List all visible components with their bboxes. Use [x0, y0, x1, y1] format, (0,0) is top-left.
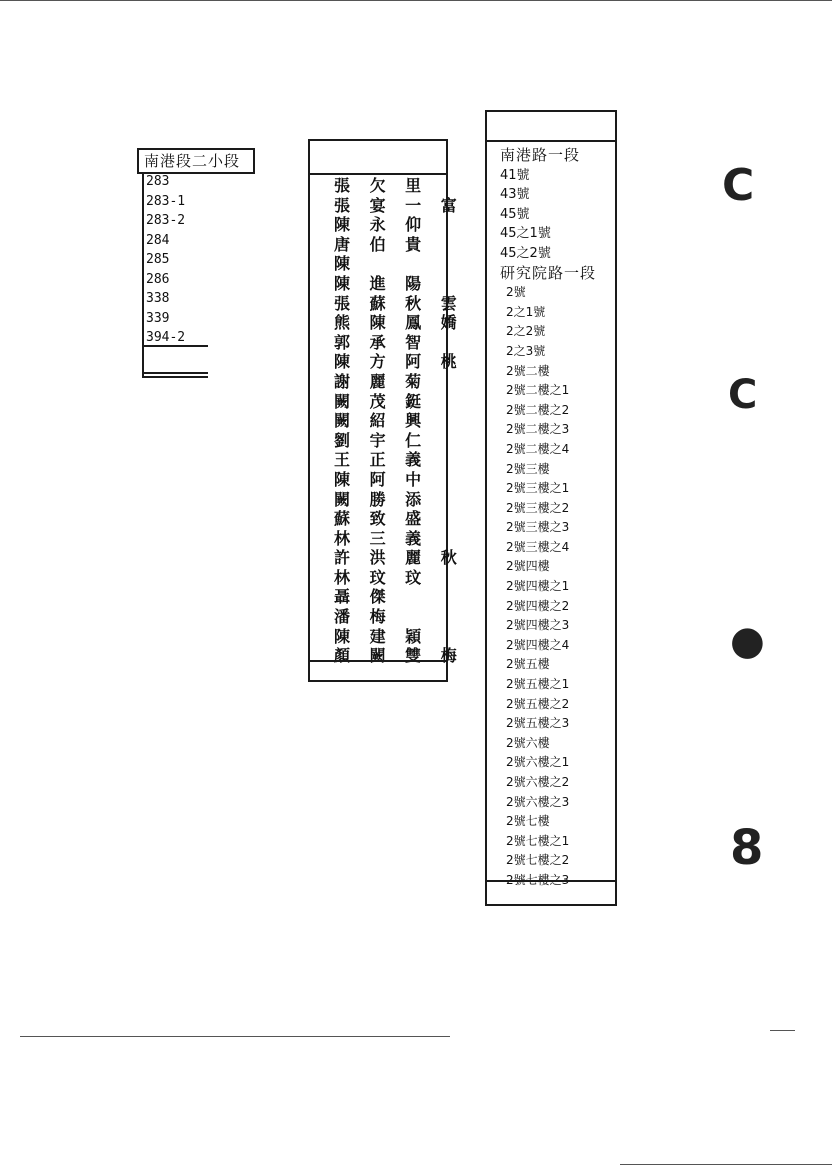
owner-name-row: 陳	[334, 254, 358, 274]
address-item: 2號四樓之2	[506, 598, 570, 613]
lot-number-item: 284	[146, 232, 170, 248]
owner-name-row: 熊 陳 鳳 嬌	[334, 313, 464, 333]
left-card-title: 南港段二小段	[137, 148, 255, 174]
lot-number-item: 286	[146, 271, 170, 287]
owner-name-row: 闕 勝 添	[334, 489, 429, 509]
right-card-header-divider	[485, 140, 617, 142]
owner-name-row: 唐 伯 貴	[334, 234, 429, 254]
right-card-address-list	[500, 146, 596, 891]
address-item: 2號五樓之3	[506, 716, 570, 731]
owner-name-row: 張 欠 里	[334, 176, 429, 195]
address-item: 2號二樓之4	[506, 441, 570, 456]
owner-name-row: 闕 茂 鋌	[334, 391, 429, 411]
owner-name-row: 林 玟 玟	[334, 567, 429, 587]
owner-name-row: 張 宴 一 富	[334, 195, 464, 215]
address-item: 2號二樓之3	[506, 422, 570, 437]
address-item: 2號五樓	[506, 657, 550, 672]
address-item: 2號五樓之2	[506, 696, 570, 711]
scan-line	[0, 0, 832, 1]
lot-number-item: 394-2	[146, 330, 186, 345]
owner-name-row: 蘇 致 盛	[334, 509, 429, 529]
address-item: 45之2號	[500, 245, 551, 261]
address-item: 2號三樓之2	[506, 500, 570, 515]
address-item: 2號七樓之2	[506, 853, 570, 868]
address-item: 2號七樓之1	[506, 833, 570, 848]
owner-name-row: 林 三 義	[334, 528, 429, 548]
address-item: 2號六樓之2	[506, 775, 570, 789]
lot-number-item: 338	[146, 291, 170, 306]
lot-number-item: 283	[146, 174, 170, 189]
address-item: 41號	[500, 167, 530, 183]
road-section-heading: 南港路一段	[500, 146, 581, 164]
binder-hole-mark: C	[728, 372, 758, 418]
owner-name-row: 陳 進 陽	[334, 273, 429, 293]
address-item: 2號二樓之1	[506, 383, 570, 398]
middle-card-header-divider	[308, 173, 448, 175]
owner-name-row: 陳 方 阿 桃	[334, 352, 464, 372]
owner-name-row: 許 洪 麗 秋	[334, 548, 464, 568]
address-item: 2號二樓	[506, 363, 550, 378]
address-item: 2號四樓之3	[506, 618, 570, 633]
address-item: 2號三樓之4	[506, 539, 570, 554]
address-item: 45號	[500, 206, 530, 222]
owner-name-row: 王 正 義	[334, 450, 429, 470]
middle-card-owner-names	[334, 176, 464, 666]
address-item: 2號五樓之1	[506, 677, 570, 692]
binder-hole-mark: C	[722, 160, 755, 211]
left-card-divider	[142, 372, 208, 374]
lot-number-item: 339	[146, 310, 170, 326]
owner-name-row: 郭 承 智	[334, 332, 429, 352]
address-item: 2號	[506, 285, 526, 300]
address-item: 2號六樓	[506, 735, 550, 750]
road-section-heading: 研究院路一段	[500, 263, 597, 282]
address-item: 2號七樓	[506, 814, 550, 829]
lot-number-item: 283-1	[146, 193, 186, 209]
owner-name-row: 潘 梅	[334, 607, 393, 627]
address-item: 2號四樓之1	[506, 579, 570, 594]
address-item: 2號六樓之3	[506, 794, 570, 809]
left-card-lot-list	[146, 172, 185, 348]
address-item: 2之3號	[506, 343, 546, 358]
lot-number-item: 285	[146, 252, 170, 267]
address-item: 2號三樓之1	[506, 481, 570, 496]
address-item: 2號三樓	[506, 461, 550, 476]
owner-name-row: 陳 阿 中	[334, 469, 429, 489]
address-item: 2號二樓之2	[506, 402, 570, 417]
left-card-divider	[142, 345, 208, 347]
scan-line	[20, 1036, 450, 1037]
owner-name-row: 陳 永 仰	[334, 215, 429, 235]
address-item: 2號七樓之3	[506, 872, 570, 887]
address-item: 2號四樓之4	[506, 637, 570, 652]
owner-name-row: 張 蘇 秋 雲	[334, 293, 464, 313]
scan-line	[620, 1164, 832, 1165]
address-item: 43號	[500, 187, 530, 203]
right-card-footer-divider	[485, 880, 617, 882]
address-item: 2號四樓	[506, 559, 550, 574]
address-item: 2號六樓之1	[506, 755, 570, 770]
owner-name-row: 謝 麗 菊	[334, 371, 429, 391]
address-item: 2之1號	[506, 304, 546, 319]
address-item: 2之2號	[506, 324, 546, 339]
owner-name-row: 劉 宇 仁	[334, 430, 429, 450]
lot-number-item: 283-2	[146, 213, 186, 228]
scan-line	[770, 1030, 795, 1031]
owner-name-row: 顏 闕 雙 梅	[334, 646, 464, 666]
address-item: 45之1號	[500, 226, 551, 242]
owner-name-row: 陳 建 穎	[334, 626, 429, 646]
owner-name-row: 聶 傑	[334, 587, 393, 607]
page-mark: 8	[730, 820, 764, 876]
middle-card-footer-divider	[308, 660, 448, 662]
owner-name-row: 闕 紹 興	[334, 411, 429, 431]
binder-hole-mark: ●	[730, 618, 765, 664]
address-item: 2號三樓之3	[506, 520, 570, 535]
